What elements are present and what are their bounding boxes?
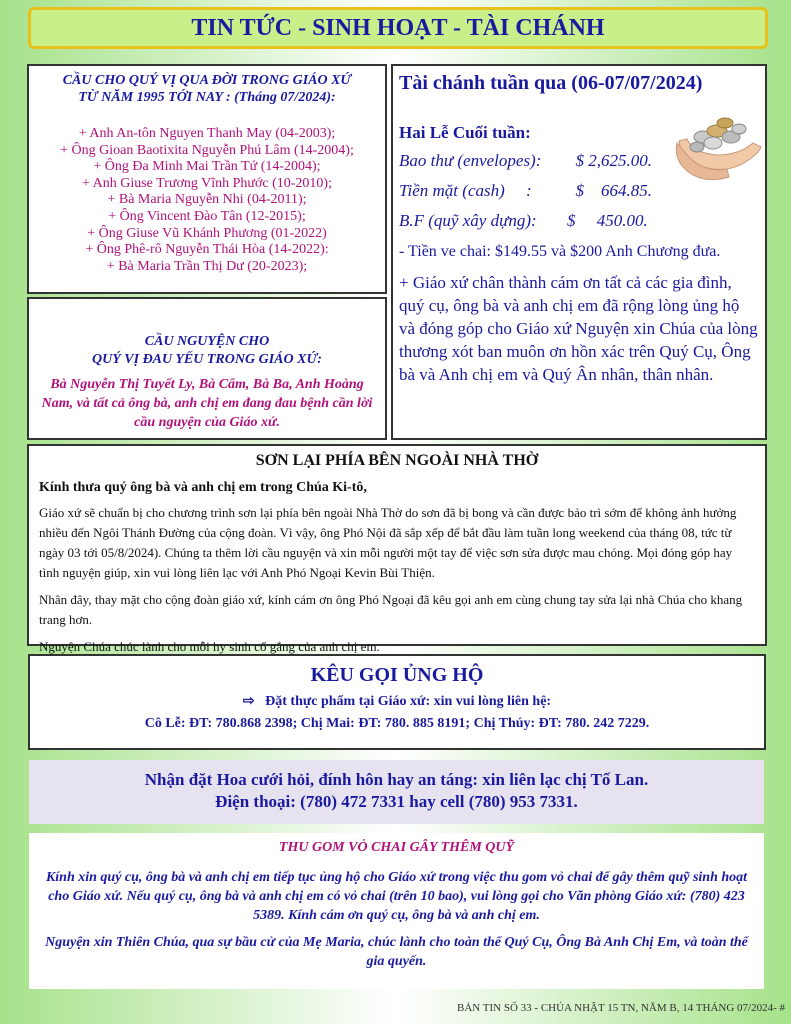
painting-paragraph: Nhân đây, thay mặt cho cộng đoàn giáo xứ, kính cám ơn ông Phó Ngoại đã kêu gọi anh em cùng chung tay sửa lại nhà Chúa cho khang trang hơn. xyxy=(39,592,743,627)
painting-paragraph: Nguyện Chúa chúc lành cho mỗi hy sinh cố gắng của anh chị em. xyxy=(39,639,380,654)
sick-heading-line1: CẦU NGUYỆN CHO xyxy=(144,334,270,349)
finance-title: Tài chánh tuần qua (06-07/07/2024) xyxy=(399,72,703,94)
painting-paragraph: Giáo xứ sẽ chuẩn bị cho chương trình sơn lại phía bên ngoài Nhà Thờ do sơn đã bị bong và cần được bảo trì sớm để không ảnh hưởng nhiều đến Ngôi Thánh Đường của cộng đoàn. Vì vậy, ông Phó Nội đã sắp xếp để bắt đầu làm tuần long weekend của tháng 08, tức từ ngày 03 tới 05/8/2024). Chúng ta thêm lời cầu nguyện và xin mỗi người một tay để việc sơn sửa được mau chóng. Mọi đóng góp hay tình nguyện giúp, xin vui lòng liên lạc với Anh Phó Ngoại Kevin Bùi Thiện. xyxy=(39,505,737,580)
support-contacts: Cô Lễ: ĐT: 780.868 2398; Chị Mai: ĐT: 780. 885 8191; Chị Thúy: ĐT: 780. 242 7229. xyxy=(144,716,650,731)
list-item: + Ông Vincent Đào Tân (12-2015); xyxy=(108,208,306,224)
sick-heading-line2: QUÝ VỊ ĐAU YẾU TRONG GIÁO XỨ: xyxy=(92,352,322,367)
deceased-prayer-box xyxy=(27,64,387,294)
deceased-heading-line2: TỪ NĂM 1995 TỚI NAY : (Tháng 07/2024): xyxy=(78,90,336,105)
sick-names: Bà Nguyễn Thị Tuyết Ly, Bà Cẩm, Bà Ba, Anh Hoàng Nam, và tất cả ông bà, anh chị em đang đau bệnh cần lời cầu nguyện của Giáo xứ. xyxy=(41,377,373,430)
finance-scrap-note: - Tiền ve chai: $149.55 và $200 Anh Chương đưa. xyxy=(399,243,721,260)
page-title: TIN TỨC - SINH HOẠT - TÀI CHÁNH xyxy=(28,7,768,49)
finance-row-cash xyxy=(399,181,759,203)
flower-line2: Điện thoại: (780) 472 7331 hay cell (780) 953 7331. xyxy=(215,792,578,811)
sick-prayer-box xyxy=(27,297,387,440)
finance-row-building-fund xyxy=(399,211,759,233)
finance-amount: $ 450.00. xyxy=(567,211,648,230)
deceased-heading xyxy=(29,72,385,106)
list-item: + Ông Gioan Baotixita Nguyễn Phú Lâm (14-2004); xyxy=(60,142,354,158)
finance-thanks: + Giáo xứ chân thành cám ơn tất cả các gia đình, quý cụ, ông bà và anh chị em đã rộng lòng ủng hộ và đóng góp cho Giáo xứ Nguyện xin Chúa của lòng thương xót ban muôn ơn hồn xác trên Quý Cụ, Ông bà và Anh chị em và Quý Ân nhân, thân nhân. xyxy=(399,273,758,384)
finance-amount: $ 664.85. xyxy=(567,181,652,200)
finance-label: Bao thư (envelopes): xyxy=(399,151,542,170)
painting-title: SƠN LẠI PHÍA BÊN NGOÀI NHÀ THỜ xyxy=(255,452,539,469)
deceased-heading-line1: CẦU CHO QUÝ VỊ QUA ĐỜI TRONG GIÁO XỨ xyxy=(62,73,352,88)
list-item: + Ông Giuse Vũ Khánh Phương (01-2022) xyxy=(87,225,327,241)
bottle-paragraph: Kính xin quý cụ, ông bà và anh chị em tiếp tục ủng hộ cho Giáo xứ trong việc thu gom vỏ chai để gây thêm quỹ sinh hoạt cho Giáo xứ. Nếu quý cụ, ông bà và anh chị em có vỏ chai (trên 10 bao), vui lòng gọi cho Văn phòng Giáo xứ: (780) 423 5389. Kính cám ơn quý cụ, ông bà và anh chị em. xyxy=(45,870,748,923)
footer: BẢN TIN SỐ 33 - CHÚA NHẬT 15 TN, NĂM B, 14 THÁNG 07/2024- # xyxy=(457,1002,785,1014)
painting-greeting: Kính thưa quý ông bà và anh chị em trong Chúa Ki-tô, xyxy=(39,480,367,495)
blessing-paragraph: Nguyện xin Thiên Chúa, qua sự bầu cử của Mẹ Maria, chúc lành cho toàn thể Quý Cụ, Ông Bà Anh Chị Em, và toàn thể gia quyến. xyxy=(45,935,748,969)
hands-with-coins-icon xyxy=(673,103,763,183)
list-item: + Anh An-tôn Nguyen Thanh May (04-2003); xyxy=(78,126,336,141)
finance-subtitle: Hai Lễ Cuối tuần: xyxy=(399,123,531,142)
list-item: + Anh Giuse Trương Vĩnh Phước (10-2010); xyxy=(82,175,332,191)
finance-label: Tiền mặt (cash) : xyxy=(399,181,532,200)
list-item: + Ông Đa Minh Mai Trần Tứ (14-2004); xyxy=(93,159,321,175)
support-title: KÊU GỌI ỦNG HỘ xyxy=(310,664,484,686)
sick-heading xyxy=(29,333,385,369)
arrow-right-icon: ⇨ xyxy=(242,694,255,709)
church-painting-notice xyxy=(27,444,767,654)
support-instructions: Đặt thực phẩm tại Giáo xứ: xin vui lòng liên hệ: xyxy=(265,694,552,709)
flower-order-box xyxy=(29,760,764,824)
list-item: + Bà Maria Nguyễn Nhi (04-2011); xyxy=(107,192,307,208)
list-item: + Ông Phê-rô Nguyễn Thái Hòa (14-2022): xyxy=(85,242,329,258)
deceased-list xyxy=(29,126,385,275)
flower-line1: Nhận đặt Hoa cưới hỏi, đính hôn hay an táng: xin liên lạc chị Tố Lan. xyxy=(144,770,649,789)
support-line1 xyxy=(30,693,764,710)
bottle-collection-box xyxy=(29,833,764,989)
finance-label: B.F (quỹ xây dựng): xyxy=(399,211,537,230)
list-item: + Bà Maria Trần Thị Dư (20-2023); xyxy=(106,258,308,274)
finance-amount: $ 2,625.00. xyxy=(567,151,652,170)
bottle-title: THU GOM VỎ CHAI GÂY THÊM QUỸ xyxy=(278,840,515,855)
support-appeal-box xyxy=(28,654,766,750)
